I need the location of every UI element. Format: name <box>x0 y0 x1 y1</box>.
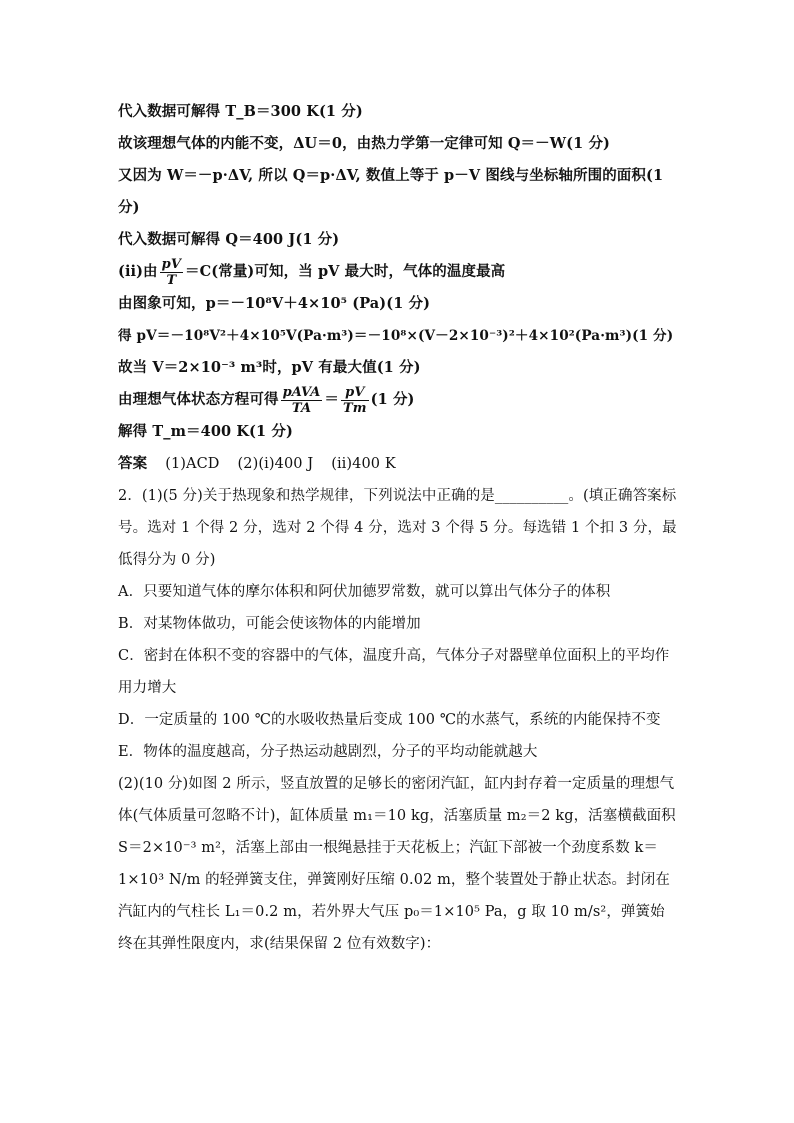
state-a-fraction <box>281 385 323 416</box>
solution-line-2: 故该理想气体的内能不变，ΔU＝0，由热力学第一定律可知 Q＝－W(1 分) <box>118 135 611 152</box>
document-page <box>118 96 678 960</box>
solution-line-10: 解得 T_m＝400 K(1 分) <box>118 423 293 440</box>
solution-line-1: 代入数据可解得 T_B＝300 K(1 分) <box>118 103 363 120</box>
solution-line-5 <box>118 256 678 288</box>
fraction-denominator: T <box>166 272 177 288</box>
solution-line-9 <box>118 384 678 416</box>
question-2-part-2: (2)(10 分)如图 2 所示，竖直放置的足够长的密闭汽缸，缸内封存着一定质量的理想气体(气体质量可忽略不计)，缸体质量 m₁＝10 kg，活塞质量 m₂＝2 kg，活塞横截面积 S＝2×10⁻³ m²，活塞上部由一根绳悬挂于天花板上；汽缸下部被一个劲度系数 k＝1×10³ N/m 的轻弹簧支住，弹簧刚好压缩 0.02 m，整个装置处于静止状态。封闭在汽缸内的气柱长 L₁＝0.2 m，若外界大气压 p₀＝1×10⁵ Pa，g 取 10 m/s²，弹簧始终在其弹性限度内，求(结果保留 2 位有效数字)： <box>118 776 676 952</box>
solution-line-3b: 分) <box>118 199 140 216</box>
solution-line-7: 得 pV＝－10⁸V²＋4×10⁵V(Pa·m³)＝－10⁸×(V－2×10⁻³)²＋4×10²(Pa·m³)(1 分) <box>118 328 674 344</box>
fraction-denominator-m: Tm <box>343 400 367 416</box>
state-m-fraction <box>341 385 369 416</box>
equals-sign: ＝ <box>324 391 340 408</box>
fraction-numerator-a: pAVA <box>282 384 321 400</box>
solution-line-8: 故当 V＝2×10⁻³ m³时，pV 有最大值(1 分) <box>118 359 421 376</box>
fraction-numerator: pV <box>161 256 182 272</box>
option-b: B．对某物体做功，可能会使该物体的内能增加 <box>118 616 421 632</box>
line9-prefix: 由理想气体状态方程可得 <box>118 391 279 408</box>
answer-line <box>118 448 678 480</box>
answer-label: 答案 <box>118 455 148 472</box>
answer-part-3: (ⅱ)400 K <box>331 456 396 472</box>
solution-line-6: 由图象可知，p＝－10⁸V＋4×10⁵ (Pa)(1 分) <box>118 295 431 312</box>
fraction-denominator-a: TA <box>291 400 312 416</box>
option-d: D．一定质量的 100 ℃的水吸收热量后变成 100 ℃的水蒸气，系统的内能保持不变 <box>118 712 661 728</box>
fraction-numerator-m: pV <box>341 385 369 401</box>
line9-suffix: (1 分) <box>370 391 415 408</box>
option-e: E．物体的温度越高，分子热运动越剧烈，分子的平均动能就越大 <box>118 744 538 760</box>
pv-over-t-fraction <box>160 257 183 288</box>
solution-line-3a: 又因为 W＝－p·ΔV, 所以 Q＝p·ΔV, 数值上等于 p－V 图线与坐标轴所围的面积(1 <box>118 167 664 184</box>
line5-suffix: ＝C(常量)可知，当 pV 最大时，气体的温度最高 <box>185 263 506 280</box>
answer-part-1: (1)ACD <box>165 456 220 472</box>
option-c: C．密封在体积不变的容器中的气体，温度升高，气体分子对器壁单位面积上的平均作用力增大 <box>118 648 670 696</box>
question-2-stem: 2．(1)(5 分)关于热现象和热学规律，下列说法中正确的是__________。(填正确答案标号。选对 1 个得 2 分，选对 2 个得 4 分，选对 3 个得 5 分。每选错 1 个扣 3 分，最低得分为 0 分) <box>118 488 677 568</box>
solution-line-4: 代入数据可解得 Q＝400 J(1 分) <box>118 231 340 248</box>
answer-part-2: (2)(ⅰ)400 J <box>237 456 314 472</box>
option-a: A．只要知道气体的摩尔体积和阿伏加德罗常数，就可以算出气体分子的体积 <box>118 584 611 600</box>
line5-prefix: (ⅱ)由 <box>118 263 158 280</box>
